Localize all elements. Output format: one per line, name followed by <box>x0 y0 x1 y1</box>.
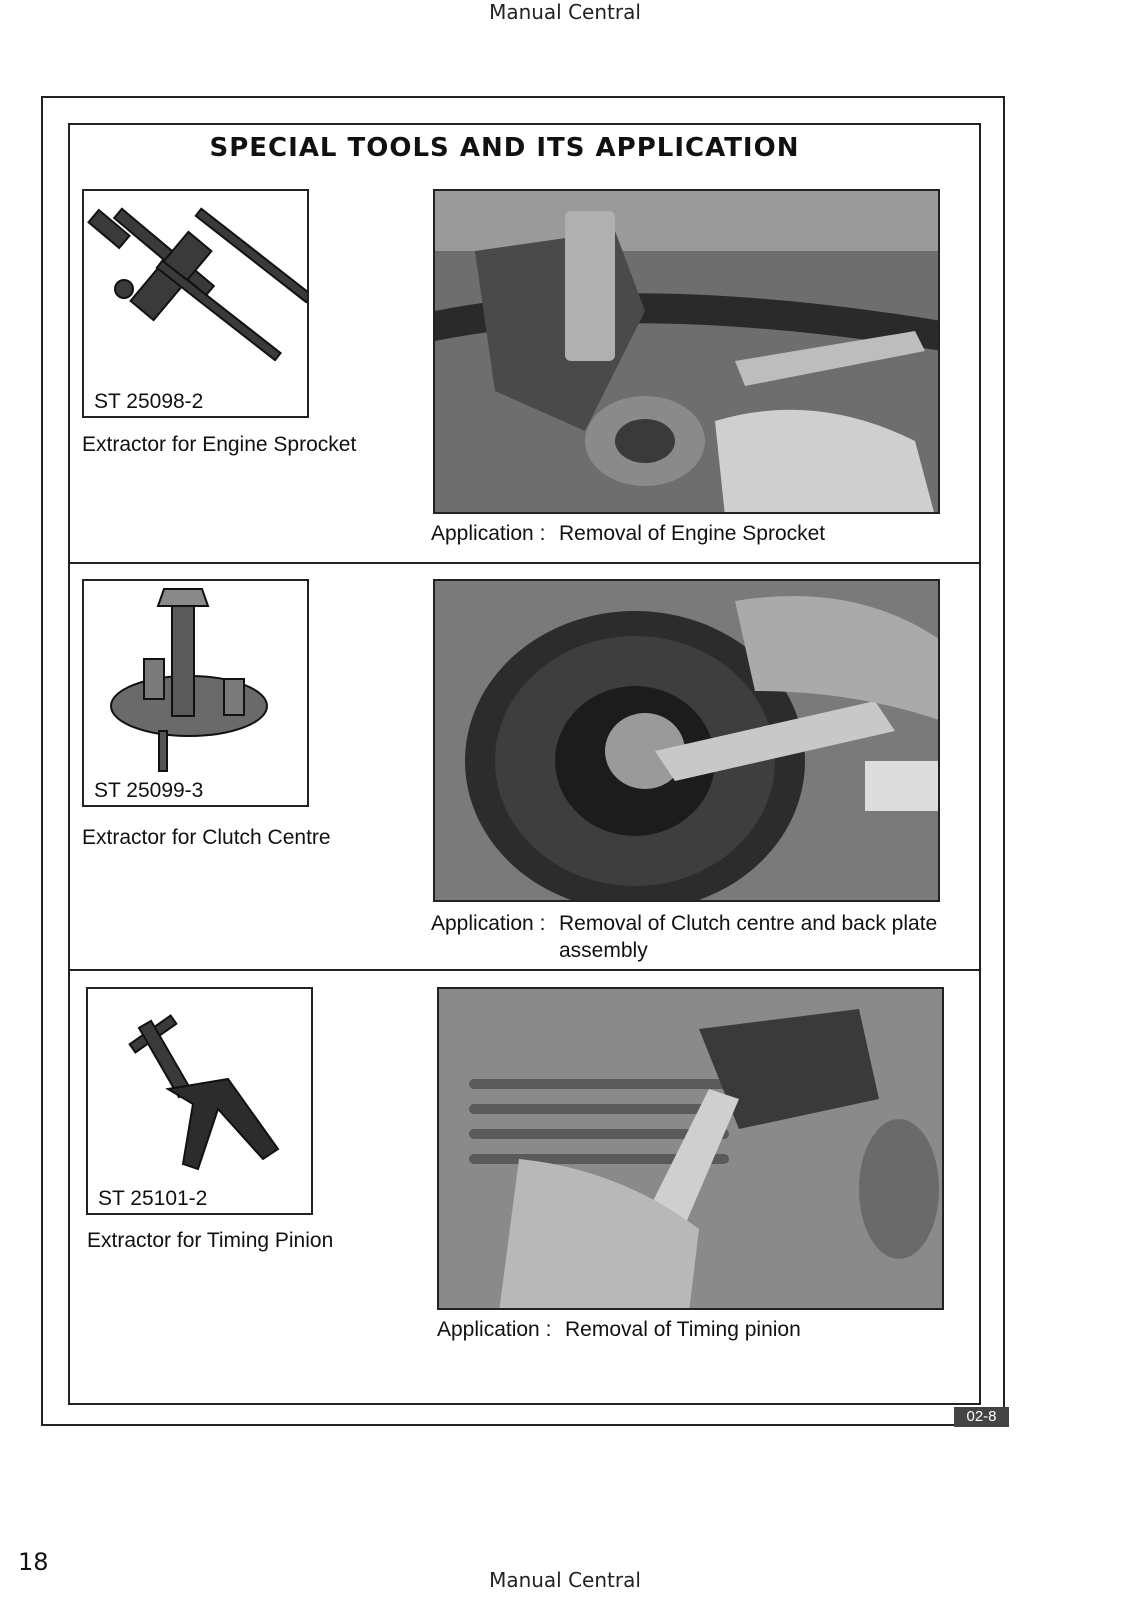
application-text: Removal of Clutch centre and back plate assembly <box>559 912 938 962</box>
part-number: ST 25098-2 <box>94 390 204 413</box>
part-number: ST 25101-2 <box>98 1187 208 1210</box>
site-footer: Manual Central <box>489 1568 641 1592</box>
application-text: Removal of Engine Sprocket <box>559 522 826 545</box>
row-divider <box>68 969 981 971</box>
application-text: Removal of Timing pinion <box>565 1318 801 1341</box>
tool-description: Extractor for Timing Pinion <box>87 1229 334 1252</box>
application-photo <box>433 189 940 514</box>
application-label: Application : <box>431 522 546 545</box>
row-divider <box>68 562 981 564</box>
pinion-extractor-icon <box>88 989 313 1215</box>
tool-image-box <box>82 579 309 807</box>
sprocket-extractor-icon <box>84 191 309 418</box>
engine-sprocket-removal-photo <box>435 191 940 514</box>
section-badge: 02-8 <box>954 1407 1009 1427</box>
part-number: ST 25099-3 <box>94 779 204 802</box>
application-photo <box>437 987 944 1310</box>
clutch-centre-removal-photo <box>435 581 940 902</box>
tool-description: Extractor for Engine Sprocket <box>82 433 357 456</box>
tool-description: Extractor for Clutch Centre <box>82 826 331 849</box>
clutch-extractor-icon <box>84 581 309 807</box>
page-title: SPECIAL TOOLS AND ITS APPLICATION <box>209 133 800 163</box>
application-label: Application : <box>431 912 546 935</box>
tool-image-box <box>82 189 309 418</box>
page-number: 18 <box>18 1548 49 1576</box>
application-label: Application : <box>437 1318 552 1341</box>
site-header: Manual Central <box>489 0 641 24</box>
timing-pinion-removal-photo <box>439 989 944 1310</box>
application-photo <box>433 579 940 902</box>
tool-image-box <box>86 987 313 1215</box>
